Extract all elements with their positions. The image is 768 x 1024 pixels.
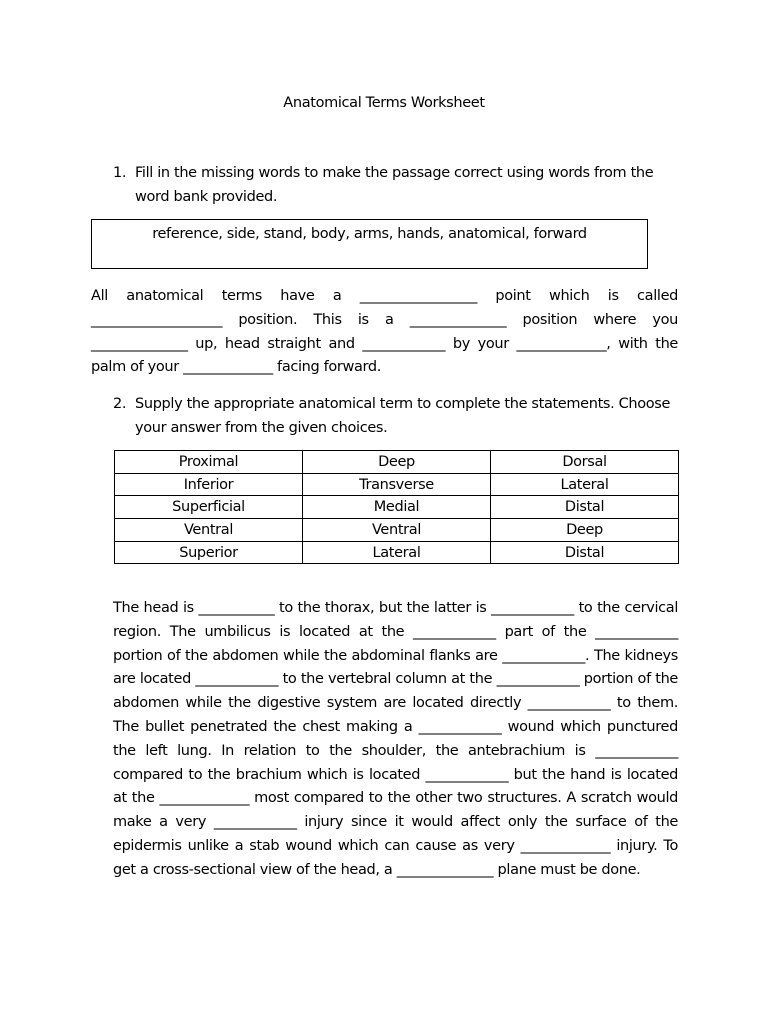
question-2-text: Supply the appropriate anatomical term to complete the statements. Choose your answer from the given choices.	[135, 396, 671, 436]
choices-table	[114, 450, 679, 564]
table-cell: Superficial	[115, 496, 303, 519]
worksheet-title: Anatomical Terms Worksheet	[283, 95, 485, 111]
table-row	[115, 451, 679, 474]
table-row	[115, 519, 679, 542]
table-cell: Transverse	[303, 473, 491, 496]
table-row	[115, 473, 679, 496]
table-row	[115, 496, 679, 519]
passage-2: The head is ___________ to the thorax, but the latter is ____________ to the cervical region. The umbilicus is located at the ____________ part of the ____________ portion of the abdomen while the abdominal flanks are ____________. The kidneys are located ____________ to the vertebral column at the ____________ portion of the abdomen while the digestive system are located directly ____________ to them. The bullet penetrated the chest making a ____________ wound which punctured the left lung. In relation to the shoulder, the antebrachium is ____________ compared to the brachium which is located ____________ but the hand is located at the _____________ most compared to the other two structures. A scratch would make a very ____________ injury since it would affect only the surface of the epidermis unlike a stab wound which can cause as very _____________ injury. To get a cross-sectional view of the head, a ______________ plane must be done.	[113, 600, 678, 878]
table-cell: Proximal	[115, 451, 303, 474]
table-cell: Deep	[491, 519, 679, 542]
table-cell: Ventral	[303, 519, 491, 542]
table-cell: Medial	[303, 496, 491, 519]
table-cell: Ventral	[115, 519, 303, 542]
table-cell: Inferior	[115, 473, 303, 496]
table-cell: Dorsal	[491, 451, 679, 474]
question-1-text: Fill in the missing words to make the passage correct using words from the word bank provided.	[135, 165, 654, 205]
passage-1: All anatomical terms have a _________________ point which is called ___________________ position. This is a ______________ position where you ______________ up, head straight and ____________ by your _____________, with the palm of your _____________ facing forward.	[91, 288, 678, 376]
table-cell: Lateral	[491, 473, 679, 496]
table-cell: Deep	[303, 451, 491, 474]
table-cell: Superior	[115, 541, 303, 564]
table-cell: Distal	[491, 541, 679, 564]
question-2-number: 2.	[113, 396, 127, 412]
question-1-number: 1.	[113, 165, 127, 181]
table-row	[115, 541, 679, 564]
table-cell: Distal	[491, 496, 679, 519]
table-cell: Lateral	[303, 541, 491, 564]
word-bank-box: reference, side, stand, body, arms, hands, anatomical, forward	[91, 219, 648, 269]
